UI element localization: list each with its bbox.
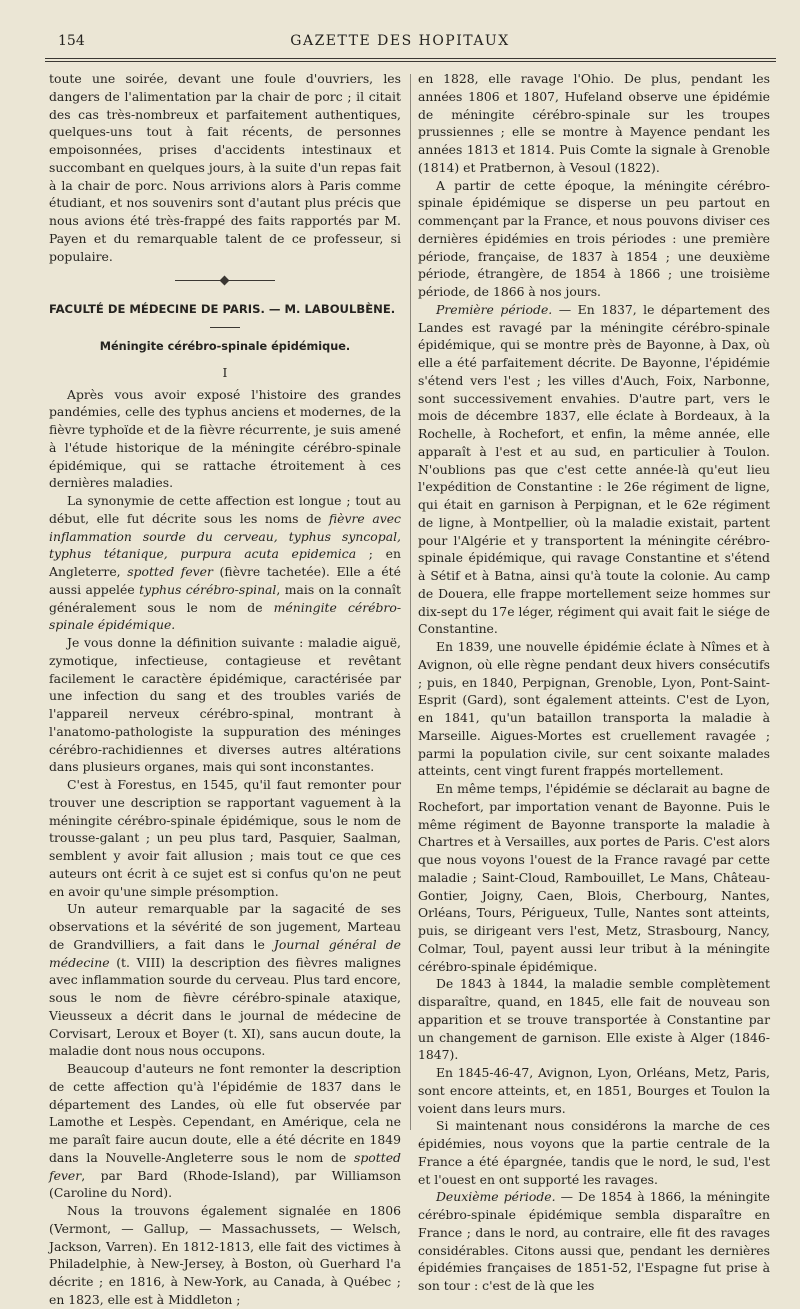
paragraph: A partir de cette époque, la méningite cérébro-spinale épidémique se disperse un peu partout en commençant par la France, et nous pouvons diviser ces dernières épidémies en trois périodes : une première période, française, de 1837 à 1854 ; une deuxième période, étrangère, de 1854 à 1866 ; une troisième période, de 1866 à nos jours. [418, 177, 770, 299]
paragraph: Je vous donne la définition suivante : maladie aiguë, zymotique, infectieuse, contagieuse et revêtant facilement le caractère épidémique, caractérisée par une infection du sang et des troubles variés de l'appareil nerveux cérébro-spinal, montrant à l'anatomo-pathologiste la suppuration des méninges cérébro-rachidiennes et diverses autres altérations dans plusieurs organes, mais qui sont inconstantes. [49, 635, 401, 775]
paragraph: Un auteur remarquable par la sagacité de ses observations et la sévérité de son jugement, Marteau de Grandvilliers, a fait dans le Journal général de médecine (t. VIII) la description des fièvres malignes avec inflammation sourde du cerveau. Plus tard encore, sous le nom de fièvre cérébro-spinale ataxique, Vieusseux a décrit dans le journal de médecine de Corvisart, Leroux et Boyer (t. XI), sans aucun doute, la maladie dont nous nous occupons. [49, 901, 401, 1059]
chapter-number: I [222, 364, 228, 380]
paragraph: Première période. — En 1837, le département des Landes est ravagé par la méningite cérébro-spinale épidémique, qui se montre près de Bayonne, à Dax, où elle a été parfaitement décrite. De Bayonne, l'épidémie s'étend vers l'est ; les villes d'Auch, Foix, Narbonne, sont successivement envahies. D'autre part, vers le mois de décembre 1837, elle éclate à Bordeaux, à la Rochelle, à Rochefort, et enfin, la même année, elle apparaît à l'est et au sud, en particulier à Toulon. N'oublions pas que c'est cette année-là qu'eut lieu l'expédition de Constantine : le 26e régiment de ligne, qui était en garnison à Perpignan, et le 62e régiment de ligne, à Montpellier, où la maladie existait, partent pour l'Algérie et y transportent la méningite cérébro-spinale épidémique, qui ravage Constantine et s'étend à Sétif et à Batna, ainsi qu'à toute la colonie. Au camp de Douera, elle frappe mortellement seize hommes sur dix-sept du 17e léger, régiment qui avait fait le siége de Constantine. [418, 301, 770, 637]
header-rule-double [45, 61, 776, 62]
page-number: 154 [58, 33, 85, 49]
paragraph: La synonymie de cette affection est longue ; tout au début, elle fut décrite sous les noms de fièvre avec inflammation sourde du cerveau, typhus syncopal, typhus tétanique, purpura acuta epidemica ; en Angleterre, spotted fever (fièvre tachetée). Elle a été aussi appelée typhus cérébro-spinal, mais on la connaît généralement sous le nom de méningite cérébro-spinale épidémique. [49, 493, 402, 633]
paragraph: En 1845-46-47, Avignon, Lyon, Orléans, Metz, Paris, sont encore atteints, et, en 1851, Bourges et Toulon la voient dans leurs murs. [418, 1065, 770, 1116]
article-subtitle: Méningite cérébro-spinale épidémique. [99, 340, 351, 353]
paragraph: C'est à Forestus, en 1545, qu'il faut remonter pour trouver une description se rapportant vaguement à la méningite cérébro-spinale épidémique, sous le nom de trousse-galant ; un peu plus tard, Pasquier, Saalman, semblent y avoir fait allusion ; mais tout ce que ces auteurs ont écrit à ce sujet est si confus qu'on ne peut en avoir qu'une simple présomption. [49, 777, 401, 899]
paragraph: en 1828, elle ravage l'Ohio. De plus, pendant les années 1806 et 1807, Hufeland observe une épidémie de méningite cérébro-spinale sur les troupes prussiennes ; elle se montre à Mayence pendant les années 1813 et 1814. Puis Comte la signale à Grenoble (1814) et Pratbernon, à Vesoul (1822). [418, 71, 770, 175]
left-column [49, 70, 401, 1309]
journal-title: GAZETTE DES HOPITAUX [290, 33, 510, 49]
section-title: FACULTÉ DE MÉDECINE DE PARIS. — M. LABOULBÈNE. [49, 302, 396, 317]
paragraph: Beaucoup d'auteurs ne font remonter la description de cette affection qu'à l'épidémie de 1837 dans le département des Landes, où elle fut observée par Lamothe et Lespès. Cependant, en Amérique, cela ne me paraît faire aucun doute, elle a été décrite en 1849 dans la Nouvelle-Angleterre sous le nom de spotted fever, par Bard (Rhode-Island), par Williamson (Caroline du Nord). [49, 1061, 401, 1201]
header-rule [45, 58, 776, 59]
paragraph: toute une soirée, devant une foule d'ouvriers, les dangers de l'alimentation par la chair de porc ; il citait des cas très-nombreux et parfaitement authentiques, quelques-uns tout à fait récents, de personnes empoisonnées, prises d'accidents intestinaux et succombant en quelques jours, à la suite d'un repas fait à la chair de porc. Nous arrivions alors à Paris comme étudiant, et nos souvenirs sont d'autant plus précis que nous avions été très-frappé des faits rapportés par M. Payen et du remarquable talent de ce professeur, si populaire. [49, 71, 401, 264]
paragraph: De 1843 à 1844, la maladie semble complètement disparaître, quand, en 1845, elle fait de nouveau son apparition et se trouve transportée à Constantine par un changement de garnison. Elle existe à Alger (1846-1847). [418, 976, 770, 1063]
paragraph: Deuxième période. — De 1854 à 1866, la méningite cérébro-spinale épidémique sembla disparaître en France ; dans le nord, au contraire, elle fit des ravages considérables. Citons aussi que, pendant les dernières épidémies françaises de 1851-52, l'Espagne fut prise à son tour : c'est de là que les [418, 1189, 770, 1293]
page-header [0, 33, 800, 57]
paragraph: En même temps, l'épidémie se déclarait au bagne de Rochefort, par importation venant de Bayonne. Puis le même régiment de Bayonne transporte la maladie à Chartres et à Versailles, aux portes de Paris. C'est alors que nous voyons l'ouest de la France ravagé par cette maladie ; Saint-Cloud, Rambouillet, Le Mans, Château-Gontier, Joigny, Caen, Blois, Cherbourg, Nantes, Orléans, Tours, Périgueux, Tulle, Nantes sont atteints, puis, se dirigeant vers l'est, Metz, Strasbourg, Nancy, Colmar, Toul, payent aussi leur tribut à la méningite cérébro-spinale épidémique. [418, 781, 770, 974]
paragraph: Nous la trouvons également signalée en 1806 (Vermont, — Gallup, — Massachussets, — Welsch, Jackson, Varren). En 1812-1813, elle fait des victimes à Philadelphie, à New-Jersey, à Boston, où Guerhard l'a décrite ; en 1816, à New-York, au Canada, à Québec ; en 1823, elle est à Middleton ; [49, 1203, 401, 1307]
section-separator [49, 265, 401, 299]
paragraph: En 1839, une nouvelle épidémie éclate à Nîmes et à Avignon, où elle règne pendant deux hivers consécutifs ; puis, en 1840, Perpignan, Grenoble, Lyon, Pont-Saint-Esprit (Gard), sont également atteints. C'est de Lyon, en 1841, qu'un bataillon transporta la maladie à Marseille. Aigues-Mortes est cruellement ravagée ; parmi la population civile, sur cent soixante malades atteints, cent vingt furent frappés mortellement. [418, 639, 770, 779]
paragraph: Si maintenant nous considérons la marche de ces épidémies, nous voyons que la partie centrale de la France a été épargnée, tandis que le nord, le sud, l'est et l'ouest en ont supporté les ravages. [418, 1118, 770, 1187]
paragraph: Après vous avoir exposé l'histoire des grandes pandémies, celle des typhus anciens et modernes, de la fièvre typhoïde et de la fièvre récurrente, je suis amené à l'étude historique de la méningite cérébro-spinale épidémique, qui se rattache étroitement à ces dernières maladies. [49, 386, 401, 491]
column-divider [410, 74, 411, 1130]
short-rule [210, 327, 240, 328]
right-column [418, 70, 770, 1295]
